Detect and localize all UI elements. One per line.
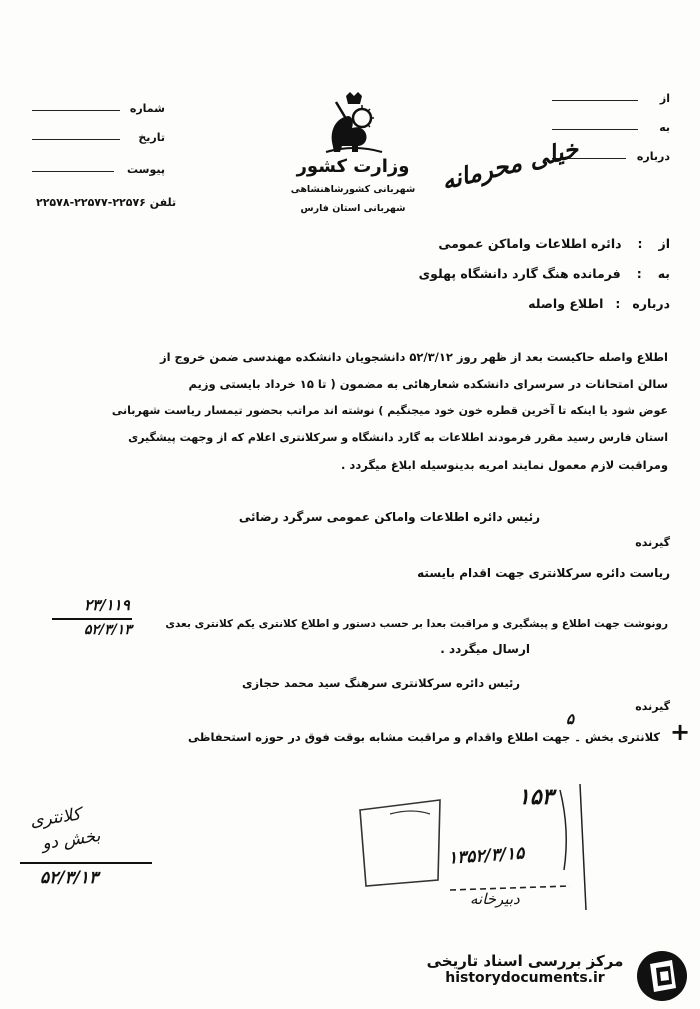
letter-subject-value: اطلاع واصله — [528, 296, 604, 311]
handwritten-note-line-1: کلانتری — [28, 804, 82, 832]
recipients-label-1: گیرنده — [635, 536, 670, 549]
letter-from-colon: : — [637, 236, 643, 251]
routing-line: رونوشت جهت اطلاع و پیشگیری و مراقبت بعدا بر حسب دستور و اطلاع کلانتری یکم کلانتری بعدی — [165, 618, 668, 630]
stamp-office: دبیرخانه — [470, 890, 520, 908]
recipient-2-line: کلانتری بخش ۔ جهت اطلاع واقدام و مراقبت مشابه بوقت فوق در حوزه استحفاظی — [188, 730, 660, 744]
watermark-fa: مرکز بررسی اسناد تاریخی — [426, 952, 624, 970]
phone-number: تلفن ۲۲۵۷۶-۲۲۵۷۷-۲۲۵۷۸ — [36, 196, 177, 209]
recipient-1-line: ریاست دائره سرکلانتری جهت اقدام بایسته — [417, 566, 670, 580]
handwritten-note-line-2: بخش دو — [40, 826, 102, 854]
letter-to-colon: : — [636, 266, 642, 281]
handwritten-classification: خیلی محرمانه — [438, 133, 582, 196]
ministry-title: وزارت کشور — [296, 156, 410, 177]
watermark — [420, 952, 630, 986]
signature-block-2: رئیس دائره سرکلانتری سرهنگ سید محمد حجازی — [242, 676, 520, 690]
header-from-label: از — [659, 92, 670, 105]
number-field-line — [32, 110, 120, 111]
routing-ref-date: ۵۲/۳/۱۳ — [84, 622, 132, 638]
stamp-number: ۱۵۳ — [518, 784, 554, 810]
plus-mark: + — [670, 718, 691, 746]
body-line-1: اطلاع واصله حاکیست بعد از ظهر روز ۵۲/۳/۱۲ دانشجویان دانشکده مهندسی ضمن خروج از — [159, 350, 668, 364]
stamp-date: ۱۳۵۲/۳/۱۵ — [447, 843, 525, 869]
body-line-3: عوض شود یا اینکه تا آخرین قطره خون خود میجنگیم ) نوشته اند مراتب بحضور تیمسار ریاست شهربانی — [111, 404, 668, 417]
national-police-subtitle: شهربانی کشورشاهنشاهی — [290, 184, 416, 195]
letter-subject-row — [460, 296, 670, 311]
header-to-label: به — [659, 121, 670, 134]
recipient-2-number: ۵ — [566, 710, 575, 728]
header-from-line — [552, 100, 638, 101]
letter-from-row — [420, 236, 670, 251]
header-to-line — [552, 129, 638, 130]
handwritten-note-underline — [20, 862, 152, 864]
date-label: تاریخ — [138, 131, 165, 144]
attachment-label: پیوست — [127, 163, 165, 176]
letter-to-value: فرمانده هنگ گارد دانشگاه پهلوی — [418, 266, 621, 281]
letter-subject-colon: : — [615, 296, 621, 311]
letter-from-label: از — [658, 236, 670, 251]
sent-text: ارسال میگردد . — [440, 642, 530, 656]
routing-ref-divider — [52, 618, 132, 620]
history-documents-logo-icon — [636, 950, 688, 1002]
lion-and-sun-emblem-icon — [318, 92, 390, 156]
signature-block-1: رئیس دائره اطلاعات واماکن عمومی سرگرد رضائی — [238, 510, 540, 524]
watermark-en: historydocuments.ir — [445, 970, 605, 986]
body-line-5: ومراقبت لازم معمول نمایند امریه بدینوسیله ابلاغ میگردد . — [341, 458, 668, 472]
fars-police-subtitle: شهربانی استان فارس — [300, 203, 406, 214]
letter-to-row — [380, 266, 670, 281]
date-field-line — [32, 139, 120, 140]
handwritten-note-date: ۵۲/۳/۱۳ — [40, 868, 99, 888]
body-line-2: سالن امتحانات در سرسرای دانشکده شعارهائی به مضمون ( تا ۱۵ خرداد بایستی وزیم — [188, 377, 668, 391]
attachment-field-line — [32, 171, 114, 172]
recipients-label-2: گیرنده — [635, 700, 670, 713]
body-line-4: استان فارس رسید مقرر فرمودند اطلاعات به گارد دانشگاه و سرکلانتری اعلام که از وجهت پیشگیری — [128, 431, 668, 444]
header-subject-label: درباره — [636, 150, 670, 163]
letter-to-label: به — [657, 266, 670, 281]
letter-from-value: دائره اطلاعات واماکن عمومی — [438, 236, 622, 251]
number-label: شماره — [129, 102, 165, 115]
letter-subject-label: درباره — [632, 296, 670, 311]
routing-ref-number: ۲۳/۱۱۹ — [84, 596, 130, 614]
